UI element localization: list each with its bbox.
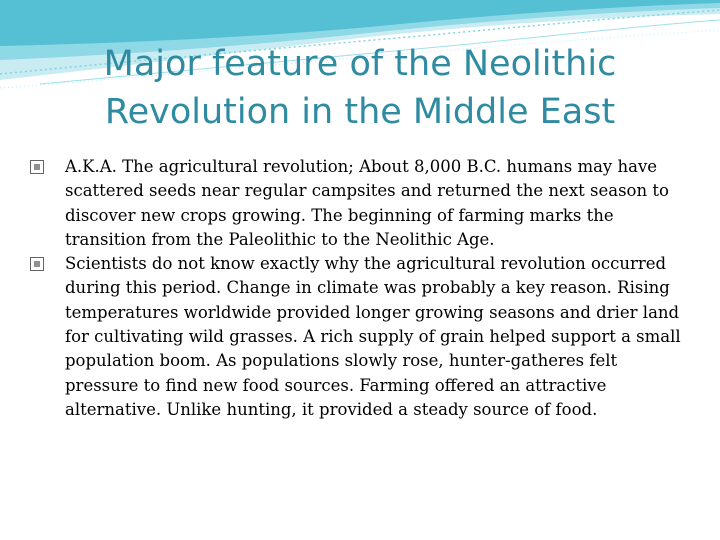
bullet-text: A.K.A. The agricultural revolution; About 8,000 B.C. humans may have scattered seeds near regular campsites and returned the next season to discover new crops growing. The beginning of farming marks the transition from the Paleolithic to the Neolithic Age. bbox=[65, 157, 669, 249]
bullet-text: Scientists do not know exactly why the agricultural revolution occurred during this period. Change in climate was probably a key reason. Rising temperatures worldwide provided longer growing seasons and drier land for cultivating wild grasses. A rich supply of grain helped support a small population boom. As populations slowly rose, hunter-gatheres felt pressure to find new food sources. Farming offered an attractive alternative. Unlike hunting, it provided a steady source of food. bbox=[65, 254, 681, 419]
bullet-list bbox=[30, 155, 690, 422]
bullet-item bbox=[30, 252, 690, 422]
square-bullet-icon bbox=[30, 257, 44, 271]
square-bullet-icon bbox=[30, 160, 44, 174]
bullet-item bbox=[30, 155, 690, 252]
slide-title: Major feature of the Neolithic Revolution in the Middle East bbox=[103, 44, 617, 132]
